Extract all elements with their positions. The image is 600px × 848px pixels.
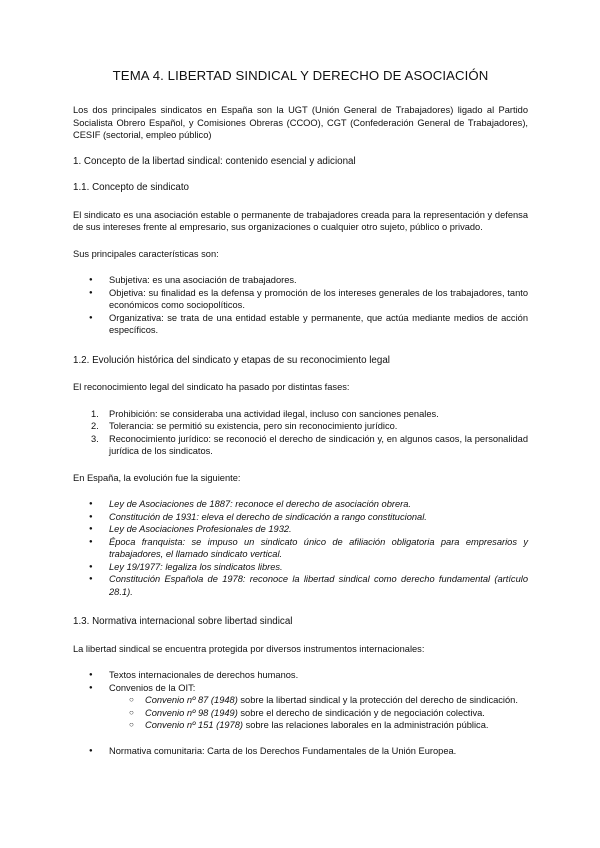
list-number: 2. — [91, 421, 99, 431]
section-1-1-heading: 1.1. Concepto de sindicato — [73, 182, 190, 193]
list-item: ● Subjetiva: es una asociación de trabajadores. — [73, 274, 528, 287]
phases-intro: El reconocimiento legal del sindicato ha pasado por distintas fases: — [73, 382, 350, 392]
list-item: ● Constitución de 1931: eleva el derecho de sindicación a rango constitucional. — [73, 511, 528, 524]
list-number: 1. — [91, 408, 99, 419]
list-number: 3. — [91, 433, 99, 444]
list-item — [73, 707, 528, 720]
list-item: ● Ley 19/1977: legaliza los sindicatos libres. — [73, 561, 528, 574]
sindicato-definition: El sindicato es una asociación estable o permanente de trabajadores creada para la representación y defensa de sus intereses frente al empresario, sus organizaciones o cualquier otro sujeto, público o privado. — [73, 209, 528, 232]
spain-intro: En España, la evolución fue la siguiente: — [73, 472, 241, 483]
list-text: Tolerancia: se permitió su existencia, pero sin reconocimiento jurídico. — [109, 421, 398, 431]
list-item — [73, 719, 528, 732]
list-item: ● Objetiva: su finalidad es la defensa y promoción de los intereses generales de los trabajadores, tanto económicos como sociopolíticos. — [73, 287, 528, 312]
features-intro: Sus principales características son: — [73, 248, 219, 259]
list-item — [73, 408, 528, 421]
list-item — [73, 420, 528, 433]
list-item: ● Ley de Asociaciones de 1887: reconoce el derecho de asociación obrera. — [73, 498, 528, 511]
list-item — [73, 694, 528, 707]
community-list — [73, 745, 528, 758]
convention-name: Convenio nº 151 (1978) — [145, 720, 243, 730]
convention-name: Convenio nº 98 (1949) — [145, 707, 238, 718]
list-item: ● Textos internacionales de derechos humanos. — [73, 669, 528, 682]
list-item: ● Normativa comunitaria: Carta de los Derechos Fundamentales de la Unión Europea. — [73, 745, 528, 758]
intro-paragraph: Los dos principales sindicatos en España son la UGT (Unión General de Trabajadores) ligado al Partido Socialista Obrero Español, y Comisiones Obreras (CCOO), CGT (Confederación General de Trabajadores), CESIF (sectorial, empleo público) — [73, 105, 528, 140]
section-1-2-heading: 1.2. Evolución histórica del sindicato y etapas de su reconocimiento legal — [73, 354, 390, 366]
phases-list — [73, 408, 528, 458]
international-list — [73, 669, 528, 694]
convention-text: sobre las relaciones laborales en la administración pública. — [242, 720, 489, 730]
section-1-3-heading: 1.3. Normativa internacional sobre libertad sindical — [73, 616, 293, 627]
list-item: ● Convenios de la OIT: — [73, 682, 528, 695]
list-item: ● Época franquista: se impuso un sindicato único de afiliación obligatoria para empresarios y trabajadores, el llamado sindicato vertical. — [73, 536, 528, 561]
list-item: ● Constitución Española de 1978: reconoce la libertad sindical como derecho fundamental (artículo 28.1). — [73, 573, 528, 598]
list-text: Prohibición: se consideraba una actividad ilegal, incluso con sanciones penales. — [109, 408, 439, 419]
convention-name: Convenio nº 87 (1948) — [145, 695, 238, 705]
oit-conventions-list — [73, 694, 528, 732]
section-1-heading: 1. Concepto de la libertad sindical: contenido esencial y adicional — [73, 155, 356, 167]
document-title: TEMA 4. LIBERTAD SINDICAL Y DERECHO DE ASOCIACIÓN — [112, 68, 489, 83]
convention-text: sobre el derecho de sindicación y de negociación colectiva. — [237, 707, 485, 718]
list-item: ● Ley de Asociaciones Profesionales de 1932. — [73, 523, 528, 536]
list-item — [73, 433, 528, 458]
spain-evolution-list — [73, 498, 528, 598]
list-item: ● Organizativa: se trata de una entidad estable y permanente, que actúa mediante medios de acción específicos. — [73, 312, 528, 337]
convention-text: sobre la libertad sindical y la protección del derecho de sindicación. — [237, 695, 518, 705]
list-text: Reconocimiento jurídico: se reconoció el derecho de sindicación y, en algunos casos, la personalidad jurídica de los sindicatos. — [109, 433, 528, 456]
international-intro: La libertad sindical se encuentra protegida por diversos instrumentos internacionales: — [73, 643, 425, 654]
features-list — [73, 274, 528, 337]
